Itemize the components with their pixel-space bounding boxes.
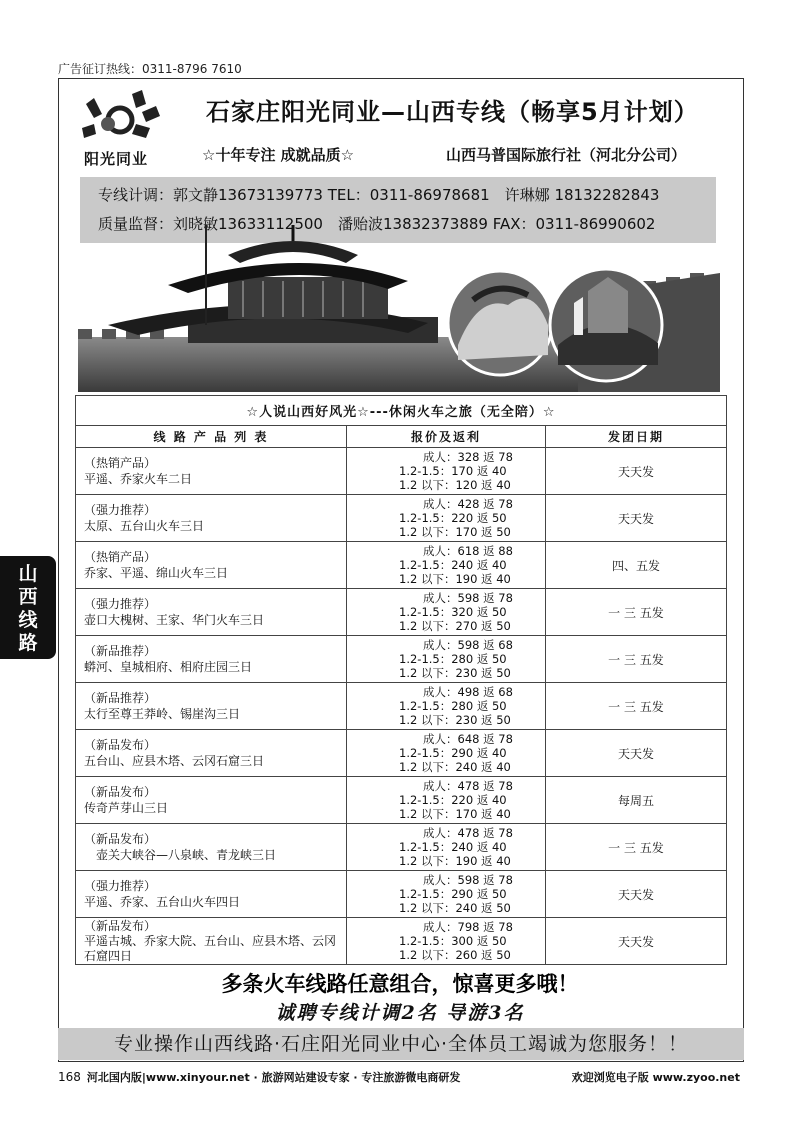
departure-date: 天天发 bbox=[546, 918, 727, 965]
table-row bbox=[76, 495, 727, 542]
route-tag: （强力推荐） bbox=[84, 597, 157, 611]
price-low: 1.2 以下：270 返 50 bbox=[399, 619, 511, 633]
banner-image bbox=[78, 225, 720, 392]
departure-date: 一 三 五发 bbox=[546, 683, 727, 730]
price-mid: 1.2-1.5：220 返 40 bbox=[399, 793, 507, 807]
table-row bbox=[76, 683, 727, 730]
route-name: 平遥、乔家火车二日 bbox=[84, 472, 193, 486]
route-tag: （新品发布） bbox=[84, 832, 157, 846]
departure-date: 天天发 bbox=[546, 871, 727, 918]
route-tag: （新品推荐） bbox=[84, 691, 157, 705]
price-low: 1.2 以下：190 返 40 bbox=[399, 572, 511, 586]
recruit-text: 诚聘专线计调2名 导游3名 bbox=[275, 1002, 525, 1024]
route-tag: （热销产品） bbox=[84, 456, 157, 470]
price-adult: 成人：618 返 88 bbox=[423, 544, 513, 558]
route-tag: （新品发布） bbox=[84, 738, 157, 752]
header-dates: 发团日期 bbox=[546, 426, 727, 448]
route-name: 蟒河、皇城相府、相府庄园三日 bbox=[84, 660, 253, 674]
departure-date: 天天发 bbox=[546, 495, 727, 542]
page-number: 168 bbox=[58, 1070, 81, 1084]
price-mid: 1.2-1.5：280 返 50 bbox=[399, 699, 507, 713]
table-caption: ☆人说山西好风光☆---休闲火车之旅（无全陪）☆ bbox=[76, 396, 727, 426]
route-tag: （新品发布） bbox=[84, 785, 157, 799]
logo-text: 阳光同业 bbox=[84, 150, 149, 168]
section-tab bbox=[0, 556, 56, 659]
price-adult: 成人：598 返 68 bbox=[423, 638, 513, 652]
service-bar: 专业操作山西线路·石庄阳光同业中心·全体员工竭诚为您服务！！ bbox=[58, 1028, 744, 1060]
ad-hotline: 广告征订热线：0311-8796 7610 bbox=[58, 62, 242, 76]
route-name: 传奇芦芽山三日 bbox=[84, 801, 169, 815]
section-tab-char: 西 bbox=[18, 586, 38, 608]
route-name: 壶口大槐树、王家、华门火车三日 bbox=[84, 613, 265, 627]
price-adult: 成人：428 返 78 bbox=[423, 497, 513, 511]
price-low: 1.2 以下：190 返 40 bbox=[399, 854, 511, 868]
footer-right: 欢迎浏览电子版 www.zyoo.net bbox=[571, 1071, 740, 1084]
departure-date: 天天发 bbox=[546, 730, 727, 777]
price-low: 1.2 以下：260 返 50 bbox=[399, 948, 511, 962]
price-adult: 成人：478 返 78 bbox=[423, 779, 513, 793]
section-tab-char: 线 bbox=[18, 609, 38, 631]
route-tag: （强力推荐） bbox=[84, 879, 157, 893]
departure-date: 天天发 bbox=[546, 448, 727, 495]
header bbox=[74, 86, 730, 176]
footer-left bbox=[58, 1069, 460, 1085]
section-tab-char: 山 bbox=[18, 563, 38, 585]
price-mid: 1.2-1.5：170 返 40 bbox=[399, 464, 507, 478]
price-adult: 成人：478 返 78 bbox=[423, 826, 513, 840]
route-name: 平遥古城、乔家大院、五台山、应县木塔、云冈石窟四日 bbox=[84, 933, 337, 963]
header-price: 报价及返利 bbox=[347, 426, 546, 448]
route-tag: （新品发布） bbox=[84, 918, 157, 933]
route-tag: （强力推荐） bbox=[84, 503, 157, 517]
price-low: 1.2 以下：240 返 40 bbox=[399, 760, 511, 774]
price-low: 1.2 以下：240 返 50 bbox=[399, 901, 511, 915]
agency-name: 山西马普国际旅行社（河北分公司） bbox=[446, 146, 687, 164]
price-adult: 成人：798 返 78 bbox=[423, 920, 513, 934]
route-name: 乔家、平遥、绵山火车三日 bbox=[84, 566, 229, 580]
price-low: 1.2 以下：230 返 50 bbox=[399, 666, 511, 680]
price-mid: 1.2-1.5：290 返 40 bbox=[399, 746, 507, 760]
table-row bbox=[76, 730, 727, 777]
price-low: 1.2 以下：170 返 40 bbox=[399, 807, 511, 821]
route-table bbox=[75, 395, 727, 965]
section-tab-char: 路 bbox=[18, 632, 38, 654]
table-row bbox=[76, 448, 727, 495]
price-mid: 1.2-1.5：220 返 50 bbox=[399, 511, 507, 525]
table-row bbox=[76, 777, 727, 824]
departure-date: 一 三 五发 bbox=[546, 824, 727, 871]
price-mid: 1.2-1.5：300 返 50 bbox=[399, 934, 507, 948]
price-adult: 成人：598 返 78 bbox=[423, 591, 513, 605]
departure-date: 四、五发 bbox=[546, 542, 727, 589]
route-name: 太行至尊王莽岭、锡崖沟三日 bbox=[84, 707, 241, 721]
price-adult: 成人：498 返 68 bbox=[423, 685, 513, 699]
route-tag: （新品推荐） bbox=[84, 644, 157, 658]
header-routes: 线 路 产 品 列 表 bbox=[76, 426, 347, 448]
route-name: 壶关大峡谷—八泉峡、青龙峡三日 bbox=[84, 848, 277, 862]
page-title: 石家庄阳光同业—山西专线（畅享5月计划） bbox=[206, 98, 699, 126]
route-name: 平遥、乔家、五台山火车四日 bbox=[84, 895, 241, 909]
contact-line-2: 质量监督：刘晓敏13633112500 潘贻波13832373889 FAX：0311-86990602 bbox=[98, 215, 656, 233]
price-mid: 1.2-1.5：320 返 50 bbox=[399, 605, 507, 619]
price-mid: 1.2-1.5：240 返 40 bbox=[399, 558, 507, 572]
contact-line-1: 专线计调：郭文静13673139773 TEL：0311-86978681 许琳娜 18132282843 bbox=[98, 186, 660, 204]
route-name: 五台山、应县木塔、云冈石窟三日 bbox=[84, 754, 265, 768]
price-adult: 成人：598 返 78 bbox=[423, 873, 513, 887]
price-mid: 1.2-1.5：280 返 50 bbox=[399, 652, 507, 666]
route-name: 太原、五台山火车三日 bbox=[84, 519, 205, 533]
table-row bbox=[76, 636, 727, 683]
footer-left-text: 河北国内版|www.xinyour.net · 旅游网站建设专家 · 专注旅游微电商研发 bbox=[86, 1071, 461, 1084]
table-row bbox=[76, 824, 727, 871]
price-low: 1.2 以下：170 返 50 bbox=[399, 525, 511, 539]
departure-date: 每周五 bbox=[546, 777, 727, 824]
promo-text: 多条火车线路任意组合，惊喜更多哦！ bbox=[221, 972, 579, 996]
table-row bbox=[76, 589, 727, 636]
table-row bbox=[76, 918, 727, 965]
price-adult: 成人：648 返 78 bbox=[423, 732, 513, 746]
price-mid: 1.2-1.5：240 返 40 bbox=[399, 840, 507, 854]
price-adult: 成人：328 返 78 bbox=[423, 450, 513, 464]
table-row bbox=[76, 542, 727, 589]
slogan: ☆十年专注 成就品质☆ bbox=[202, 146, 355, 164]
departure-date: 一 三 五发 bbox=[546, 636, 727, 683]
route-tag: （热销产品） bbox=[84, 550, 157, 564]
price-low: 1.2 以下：120 返 40 bbox=[399, 478, 511, 492]
table-row bbox=[76, 871, 727, 918]
price-mid: 1.2-1.5：290 返 50 bbox=[399, 887, 507, 901]
departure-date: 一 三 五发 bbox=[546, 589, 727, 636]
price-low: 1.2 以下：230 返 50 bbox=[399, 713, 511, 727]
